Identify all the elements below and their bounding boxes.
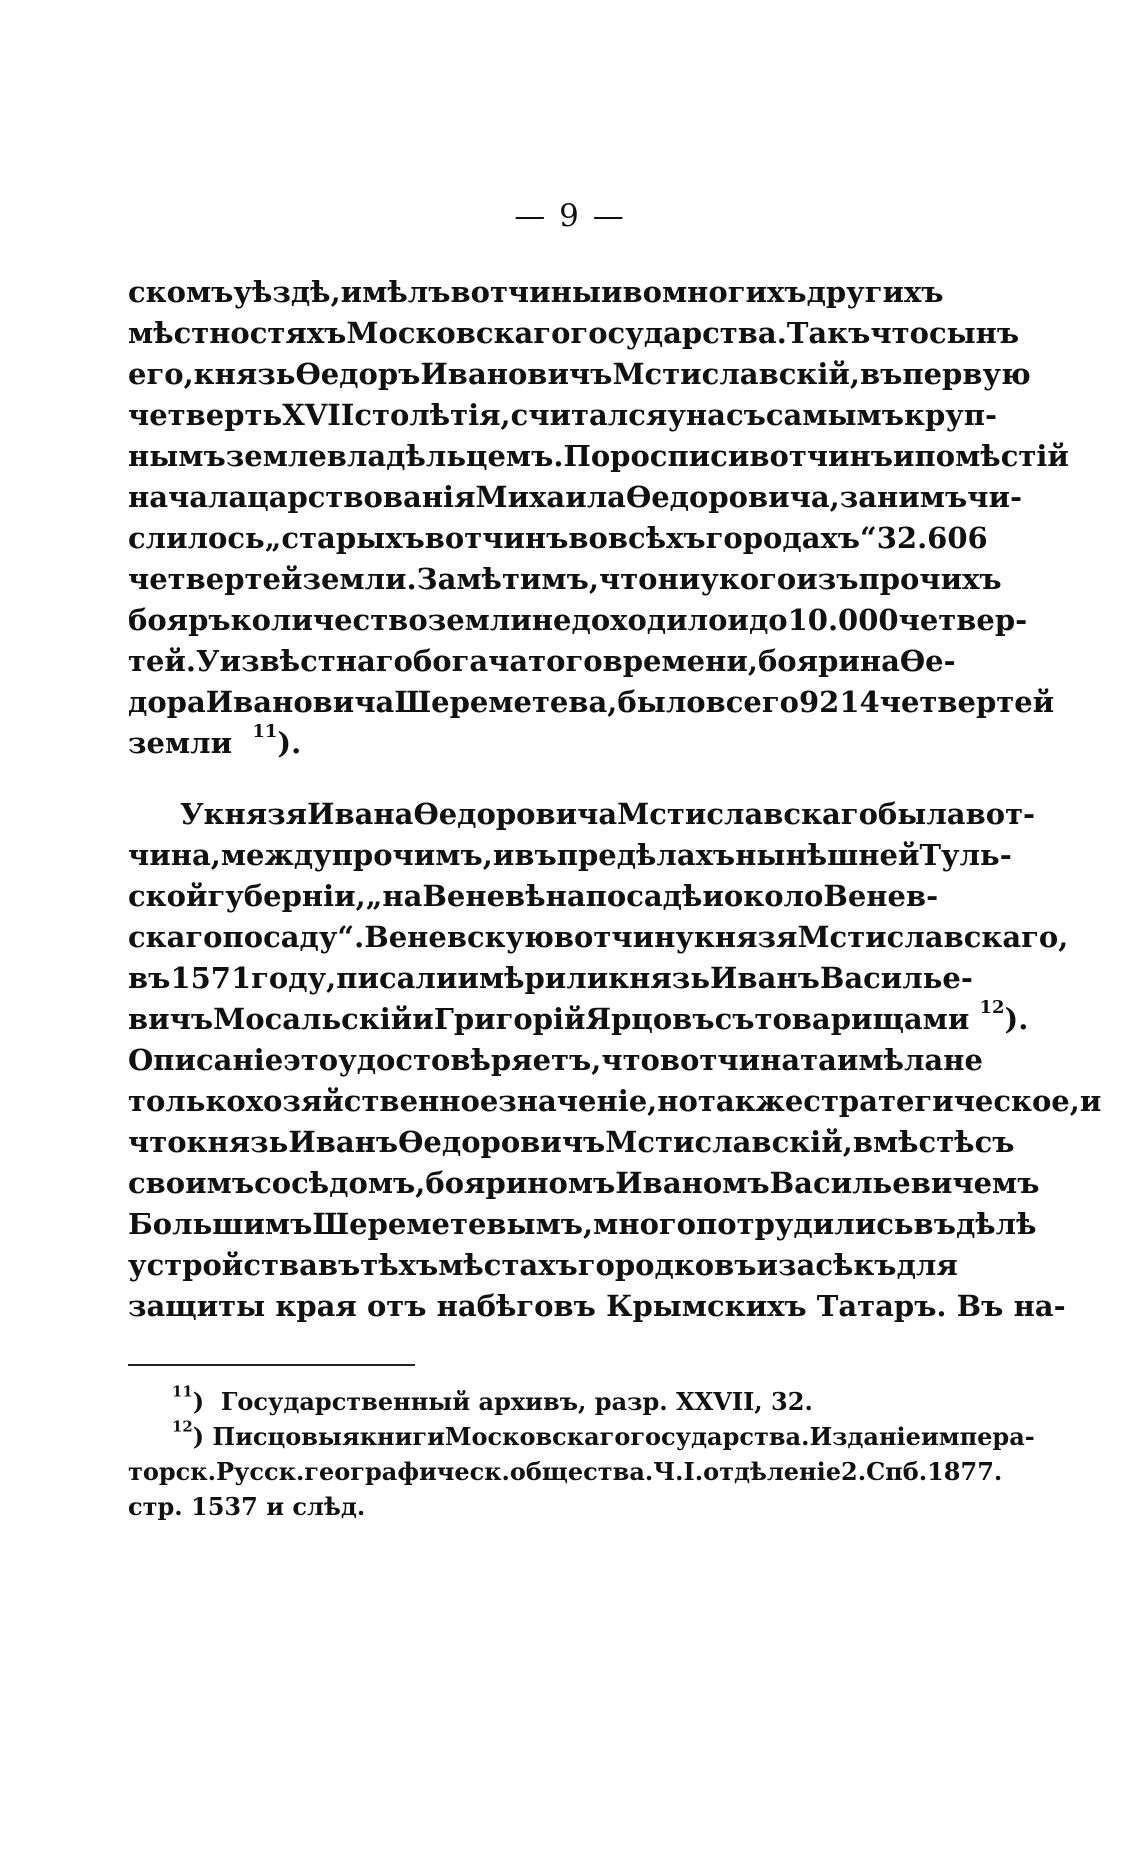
word: всѣхъ: [607, 521, 706, 555]
word: разр.: [594, 1387, 668, 1416]
word: скомъ: [128, 275, 234, 309]
word: слилось: [128, 521, 265, 555]
word: устройства: [128, 1248, 318, 1282]
word: засѣкъ: [778, 1248, 897, 1282]
word: за: [839, 480, 878, 514]
word: 1877.: [927, 1457, 1003, 1486]
word: въ: [514, 838, 557, 872]
word: писали: [336, 961, 458, 995]
word: предѣлахъ: [556, 838, 736, 872]
word: Въ: [956, 1289, 1004, 1323]
text-line: [128, 518, 988, 559]
word: другихъ: [806, 275, 944, 309]
text-line: [128, 996, 1029, 1040]
word: Мстиславскаго: [617, 797, 878, 831]
word: того: [528, 644, 603, 678]
word: сосѣдомъ,: [254, 1166, 426, 1200]
text-line: [128, 1081, 1102, 1122]
word: четвер-: [898, 603, 1028, 637]
word: нынѣшней: [735, 838, 920, 872]
word: въ: [317, 1248, 361, 1282]
word: бояръ: [128, 603, 231, 637]
word: столѣтія,: [354, 398, 511, 432]
word: всего: [705, 685, 799, 719]
word: I.: [683, 1457, 704, 1486]
word: Мосальскій: [213, 1002, 413, 1036]
footnote-ref-tail: ).: [1004, 1002, 1029, 1036]
word: Ѳедоровичъ: [398, 1125, 606, 1159]
word: вотчинъ: [424, 521, 569, 555]
word: Ч.: [653, 1457, 684, 1486]
word: „на: [365, 879, 423, 913]
word: отъ: [366, 1289, 427, 1323]
word: потрудились: [696, 1207, 914, 1241]
word: сынъ: [928, 316, 1020, 350]
word: и: [702, 879, 724, 913]
text-line: [128, 559, 1002, 600]
word: на: [545, 879, 586, 913]
word: „старыхъ: [264, 521, 425, 555]
word: времени,: [602, 644, 758, 678]
text-line: [128, 395, 998, 436]
word: первую: [902, 357, 1031, 391]
word: мѣстахъ: [438, 1248, 578, 1282]
word: 32.606: [876, 521, 988, 555]
word: городахъ“: [705, 521, 877, 555]
word: Замѣтимъ,: [416, 562, 599, 596]
word: много: [593, 1207, 697, 1241]
word: удостовѣряетъ,: [338, 1043, 602, 1077]
paragraph-gap: [128, 764, 923, 794]
word: изъ: [796, 562, 859, 596]
word: начала: [128, 480, 248, 514]
text-line: [128, 1163, 1040, 1204]
word: въ: [859, 357, 903, 391]
footnote-reference[interactable]: 11: [252, 720, 278, 742]
word: между: [220, 838, 332, 872]
word: бояриномъ: [425, 1166, 616, 1200]
text-line: [128, 1040, 983, 1081]
word: прочимъ,: [331, 838, 493, 872]
word: стратегическое,: [803, 1084, 1080, 1118]
word: отдѣленіе: [703, 1457, 842, 1486]
word: Русск.: [215, 1457, 305, 1486]
word: Ивановичъ: [420, 357, 613, 391]
word: Московскаго: [346, 316, 571, 350]
word: Васильевичемъ: [769, 1166, 1040, 1200]
footnote-ref-tail: ).: [277, 726, 302, 760]
word: въ: [128, 961, 171, 995]
word: имѣла: [836, 1043, 944, 1077]
word: стр.: [128, 1492, 183, 1521]
word: У: [180, 797, 204, 831]
word: У: [196, 644, 220, 678]
word: самымъ: [765, 398, 904, 432]
word: прочихъ: [858, 562, 1002, 596]
word: и: [266, 1492, 285, 1521]
text-line: [128, 436, 1069, 477]
word: Иваномъ: [615, 1166, 770, 1200]
text-line: [128, 1245, 958, 1286]
paragraph: [128, 794, 1102, 1327]
word: книги: [359, 1422, 445, 1451]
footnote-number: 12: [172, 1417, 193, 1436]
text-line: [128, 1122, 1015, 1163]
word: и: [893, 439, 915, 473]
word: товарищами: [754, 1002, 970, 1036]
word: Иванъ: [710, 961, 820, 995]
word: и: [457, 961, 479, 995]
word: Ивана: [307, 797, 414, 831]
word: на-: [1013, 1289, 1066, 1323]
text-line: [128, 958, 973, 999]
word: земли: [427, 603, 532, 637]
word: и: [492, 838, 515, 872]
word: и: [756, 1248, 779, 1282]
word: не: [943, 1043, 983, 1077]
word: многихъ: [661, 275, 807, 309]
word: чина,: [128, 838, 221, 872]
word: Иванъ: [288, 1125, 399, 1159]
word: князя: [693, 920, 798, 954]
word: Писцовыя: [212, 1422, 360, 1451]
word: Венев-: [823, 879, 939, 913]
word: мѣрили: [478, 961, 609, 995]
word: нимъ: [877, 480, 968, 514]
word: 32.: [771, 1387, 813, 1416]
word: вотчины: [450, 275, 601, 309]
word: вотчину: [553, 920, 694, 954]
word: Ярцовъ: [585, 1002, 715, 1036]
word: не: [531, 603, 572, 637]
word: помѣстій: [914, 439, 1069, 473]
word: вотчина: [659, 1043, 801, 1077]
text-line: [128, 272, 944, 313]
word: вичъ: [128, 1002, 214, 1036]
word-with-footnote: [754, 996, 1029, 1040]
word: 2.: [841, 1457, 867, 1486]
text-line: [128, 1204, 1037, 1245]
word: ни: [657, 562, 701, 596]
word: Мстиславскаго,: [797, 920, 1069, 954]
word: Веневѣ: [422, 879, 546, 913]
word: края: [275, 1289, 357, 1323]
text-line: [128, 876, 939, 917]
footnote: [128, 1384, 923, 1419]
word: тей.: [128, 644, 197, 678]
word: что: [601, 1043, 660, 1077]
word: для: [896, 1248, 958, 1282]
word: мѣстностяхъ: [128, 316, 347, 350]
word: это: [283, 1043, 339, 1077]
word: государства.: [630, 1422, 810, 1451]
text-line: [128, 720, 923, 764]
footnote: [128, 1417, 1035, 1524]
word: хозяйственное: [245, 1084, 499, 1118]
word: Григорій: [433, 1002, 586, 1036]
word: вот-: [965, 797, 1036, 831]
word: Михаила: [475, 480, 626, 514]
word: четвертей: [128, 562, 303, 596]
word: уѣздѣ,: [233, 275, 341, 309]
word: скаго: [128, 920, 223, 954]
text-line: [128, 641, 956, 682]
word: архивъ,: [478, 1387, 587, 1416]
word: во: [568, 521, 608, 555]
word: Спб.: [866, 1457, 928, 1486]
word: боярина: [757, 644, 900, 678]
word: Татаръ.: [816, 1289, 947, 1323]
word: до: [748, 603, 788, 637]
word: но: [657, 1084, 698, 1118]
word: XVII: [282, 398, 355, 432]
word: Ѳедоръ: [295, 357, 421, 391]
word: вотчинъ: [749, 439, 894, 473]
word: и: [1079, 1084, 1102, 1118]
word: По: [563, 439, 611, 473]
footnotes: [128, 1382, 1035, 1524]
word: набѣговъ: [436, 1289, 596, 1323]
word: Ѳедоровича,: [625, 480, 840, 514]
text-line: [128, 835, 1012, 876]
footnote-rule: [128, 1364, 415, 1366]
word: защиты: [128, 1289, 266, 1323]
word: его,: [128, 357, 194, 391]
word: съ: [714, 1002, 755, 1036]
word: съ: [974, 1125, 1015, 1159]
word: Шереметевымъ,: [312, 1207, 594, 1241]
body-text: [128, 272, 1102, 1327]
word: земли.: [302, 562, 417, 596]
word: князь: [193, 357, 296, 391]
word: посадѣ: [585, 879, 703, 913]
word: что: [128, 1125, 187, 1159]
text-line: [128, 600, 1028, 641]
footnote-line: [128, 1417, 1035, 1454]
word: круп-: [904, 398, 998, 432]
word: Большимъ: [128, 1207, 313, 1241]
word: доходило: [571, 603, 728, 637]
word: считался: [510, 398, 668, 432]
word: и: [412, 1002, 434, 1036]
text-line: [128, 794, 1036, 835]
word: царствованія: [247, 480, 476, 514]
word: росписи: [610, 439, 750, 473]
word: количество: [230, 603, 428, 637]
word: 10.000: [787, 603, 899, 637]
word: также: [697, 1084, 804, 1118]
text-line: [128, 917, 1069, 958]
word: общества.: [509, 1457, 654, 1486]
text-line: [128, 313, 1020, 354]
word: году,: [251, 961, 337, 995]
footnote-line: [128, 1384, 923, 1419]
word: государства.: [570, 316, 787, 350]
word: и: [727, 603, 749, 637]
word: около: [723, 879, 824, 913]
word: землевладѣльцемъ.: [225, 439, 564, 473]
word: 1537: [191, 1492, 258, 1521]
word: Ѳе-: [899, 644, 956, 678]
word: чи-: [967, 480, 1022, 514]
footnote-paren: ): [192, 1422, 213, 1451]
word: губерніи,: [207, 879, 366, 913]
word: въ: [913, 1207, 956, 1241]
word: ской: [128, 879, 208, 913]
word: Государственный: [220, 1387, 471, 1416]
word: у: [700, 562, 719, 596]
word: что: [598, 562, 658, 596]
word: своимъ: [128, 1166, 255, 1200]
word: XXVII,: [675, 1387, 763, 1416]
text-line: [128, 477, 1022, 518]
word: вмѣстѣ: [852, 1125, 975, 1159]
word: князь: [186, 1125, 289, 1159]
word: 1571: [170, 961, 252, 995]
word: дора: [128, 685, 206, 719]
word: богача: [412, 644, 529, 678]
word: Ивановича: [205, 685, 395, 719]
word: 9214: [799, 685, 880, 719]
word: Крымскихъ: [606, 1289, 807, 1323]
footnote-reference[interactable]: 12: [979, 996, 1005, 1018]
word: Веневскую: [364, 920, 554, 954]
text-line: [128, 1286, 1066, 1327]
word: импера-: [920, 1422, 1035, 1451]
word: была: [877, 797, 966, 831]
word: Мстиславскій,: [612, 357, 860, 391]
word: значеніе,: [498, 1084, 658, 1118]
word: Шереметева,: [394, 685, 618, 719]
word: Описаніе: [128, 1043, 284, 1077]
word: посаду“.: [222, 920, 365, 954]
word: Туль-: [919, 838, 1012, 872]
word: у: [667, 398, 686, 432]
word: Ѳедоровича: [413, 797, 618, 831]
word: князя: [203, 797, 308, 831]
word: географическ.: [304, 1457, 510, 1486]
word-with-footnote: [128, 720, 302, 764]
word: дѣлѣ: [955, 1207, 1037, 1241]
word: четверть: [128, 398, 283, 432]
word: насъ: [685, 398, 766, 432]
word: Такъ: [786, 316, 871, 350]
text-line: [128, 354, 1031, 395]
word: Мстиславскій,: [605, 1125, 853, 1159]
footnote-lead: [172, 1419, 360, 1454]
word: и: [600, 275, 623, 309]
word: слѣд.: [292, 1492, 366, 1521]
word: имѣлъ: [340, 275, 451, 309]
word: Московскаго: [444, 1422, 631, 1451]
word: тѣхъ: [360, 1248, 439, 1282]
footnote-line: [128, 1489, 923, 1524]
word: было: [617, 685, 706, 719]
word: только: [128, 1084, 246, 1118]
word: Изданіе: [809, 1422, 921, 1451]
word: князь: [608, 961, 711, 995]
word: во: [622, 275, 662, 309]
word: нымъ: [128, 439, 226, 473]
word: что: [870, 316, 929, 350]
word: городковъ: [577, 1248, 757, 1282]
footnote-number: 11: [172, 1382, 193, 1401]
word: торск.: [128, 1457, 216, 1486]
word: четвертей: [879, 685, 1055, 719]
paragraph: [128, 272, 1069, 764]
footnote-line: [128, 1454, 1003, 1489]
word: извѣстнаго: [219, 644, 413, 678]
page-number: — 9 —: [514, 198, 626, 234]
footnote-paren: ): [192, 1387, 213, 1416]
word: кого: [718, 562, 797, 596]
word: земли: [128, 726, 233, 760]
word: Василье-: [819, 961, 973, 995]
word: та: [800, 1043, 837, 1077]
footnote-lead: [172, 1384, 470, 1419]
text-line: [128, 682, 1055, 723]
